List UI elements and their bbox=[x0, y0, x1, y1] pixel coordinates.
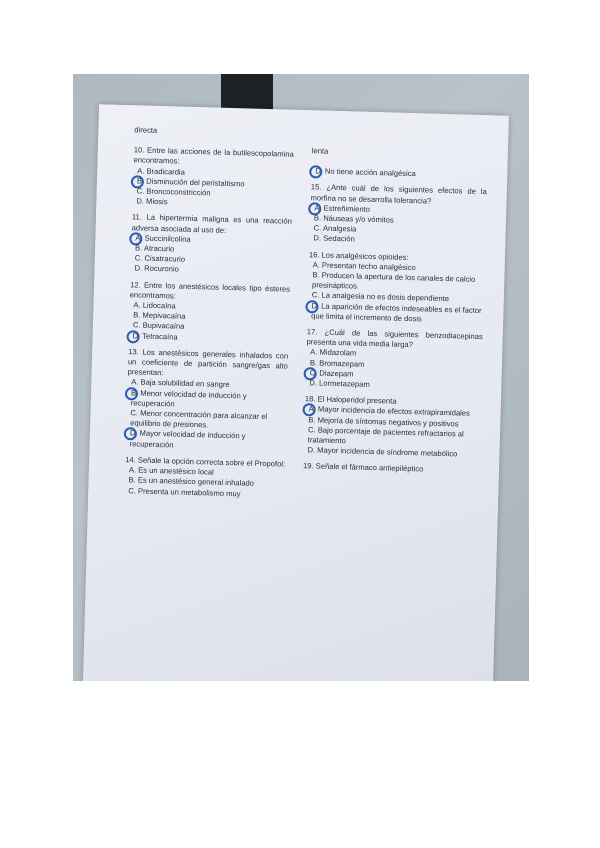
question-text: 15. ¿Ante cuál de los siguientes efectos de la morfina no se desarrolla tolerancia? bbox=[310, 182, 487, 206]
option-label: D. La aparición de efectos indeseables es el factor que limita el incremento de dosis bbox=[311, 300, 482, 324]
answer-circle-mark bbox=[305, 300, 318, 313]
answer-circle-mark bbox=[125, 387, 138, 400]
option-label: B. Menor velocidad de inducción y recuperación bbox=[130, 387, 247, 409]
option-label: C. Bupivacaína bbox=[132, 320, 185, 332]
answer-option bbox=[311, 166, 487, 181]
question-text: 11. La hipertermia maligna es una reacción adversa asociada al uso de: bbox=[131, 212, 293, 235]
option-label: A. Succinilcolina bbox=[135, 233, 191, 244]
question bbox=[311, 166, 487, 181]
question bbox=[305, 327, 483, 393]
option-label: D. Miosis bbox=[136, 196, 168, 207]
option-label: D. Rocuronio bbox=[134, 263, 179, 275]
question bbox=[132, 145, 294, 211]
option-label: B. Mejoría de síntomas negativos y positivos bbox=[308, 414, 459, 429]
question-text: 16. Los analgésicos opioides: bbox=[308, 249, 409, 262]
answer-option bbox=[125, 429, 286, 454]
exam-photo bbox=[73, 74, 529, 681]
option-label: C. Presenta un metabolismo muy bbox=[128, 485, 241, 498]
question-text: 17. ¿Cuál de las siguientes benzodiacepinas presenta una vida media larga? bbox=[306, 327, 483, 350]
question bbox=[303, 462, 479, 477]
option-label: D. No tiene acción analgésica bbox=[315, 166, 416, 179]
option-label: C. La analgesia no es dosis dependiente bbox=[311, 290, 450, 304]
option-label: B. Atracurio bbox=[134, 243, 175, 254]
option-label: A. Presentan techo analgésico bbox=[312, 260, 416, 273]
option-label: D. Lormetazepam bbox=[309, 378, 370, 390]
option-label: B. Bromazepam bbox=[309, 357, 365, 369]
answer-option bbox=[307, 301, 484, 326]
option-label: A. Es un anestésico local bbox=[128, 465, 214, 477]
option-label: B. Es un anestésico general inhalado bbox=[128, 475, 255, 489]
option-label: D. Mayor incidencia de síndrome metabólico bbox=[307, 445, 458, 459]
option-label: D. Sedación bbox=[313, 233, 355, 244]
question bbox=[125, 347, 288, 453]
right-top-line: lenta bbox=[311, 146, 329, 156]
option-label: A. Mayor incidencia de efectos extrapiramidales bbox=[308, 404, 470, 419]
option-label: C. Broncoconstricción bbox=[136, 186, 211, 198]
question bbox=[303, 394, 481, 460]
question-text: 19. Señale el fármaco antiepiléptico bbox=[302, 461, 424, 474]
option-label: B. Disminución del peristaltismo bbox=[136, 176, 245, 189]
left-top-line: directa bbox=[134, 125, 158, 135]
question bbox=[309, 183, 487, 249]
option-label: C. Bajo porcentaje de pacientes refractarios al tratamiento bbox=[307, 425, 464, 446]
option-label: C. Cisatracurio bbox=[134, 253, 186, 264]
option-label: C. Analgesia bbox=[313, 223, 357, 234]
option-label: A. Midazolam bbox=[310, 347, 357, 359]
option-label: B. Producen la apertura de los canales de calcio presinápticos. bbox=[311, 270, 476, 291]
option-label: C. Menor concentración para alcanzar el equilibrio de presiones. bbox=[130, 408, 268, 430]
question-text: 14. Señale la opción correcta sobre el Propofol: bbox=[125, 455, 286, 469]
question-text: 13. Los anestésicos generales inhalados con un coeficiente de partición sangre/gas alto presentan: bbox=[127, 347, 289, 378]
question bbox=[307, 250, 485, 326]
question bbox=[130, 213, 292, 279]
option-label: A. Lidocaína bbox=[133, 300, 176, 311]
question-text: 10. Entre las acciones de la butilescopolamina encontramos: bbox=[133, 145, 294, 166]
right-column bbox=[303, 146, 488, 482]
option-label: A. Bradicardia bbox=[137, 165, 186, 177]
option-label: C. Diazepam bbox=[309, 368, 354, 379]
left-column bbox=[124, 125, 294, 506]
exam-sheet bbox=[82, 104, 509, 681]
option-label: A. Baja solubilidad en sangre bbox=[131, 377, 230, 390]
question bbox=[124, 455, 285, 500]
question-text: 18. El Haloperidol presenta bbox=[304, 394, 397, 406]
option-label: A. Estreñimiento bbox=[314, 203, 371, 214]
question-text: 12. Entre los anestésicos locales tipo ésteres encontramos: bbox=[129, 279, 291, 301]
option-label: B. Náuseas y/o vómitos bbox=[313, 213, 394, 225]
answer-circle-mark bbox=[126, 330, 139, 343]
answer-circle-mark bbox=[309, 165, 322, 178]
option-label: B. Mepivacaína bbox=[133, 310, 186, 322]
option-label: D. Tetracaína bbox=[132, 330, 178, 342]
question bbox=[128, 280, 290, 346]
option-label: D. Mayor velocidad de inducción y recuperación bbox=[129, 428, 246, 450]
